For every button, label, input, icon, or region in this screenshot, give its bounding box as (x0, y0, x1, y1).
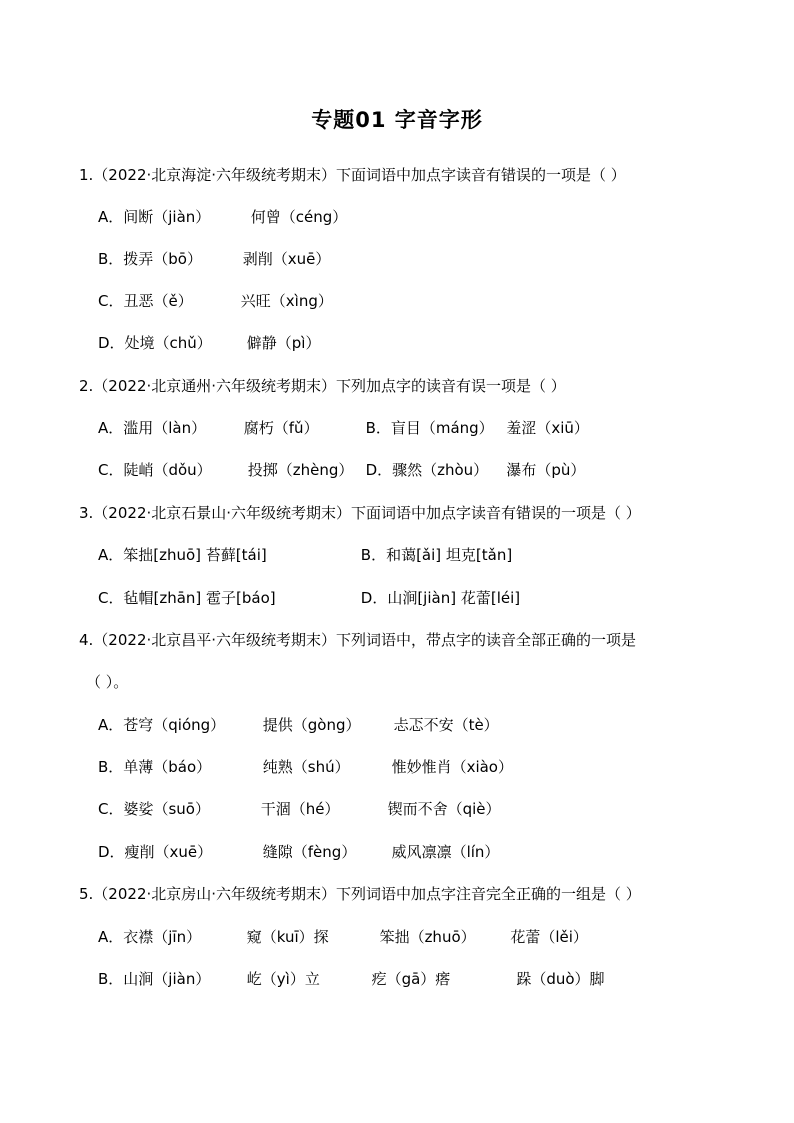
option-text: B．山涧（jiàn） (98, 970, 211, 988)
page-title: 专题01 字音字形 (311, 108, 483, 132)
option-text: 投掷（zhèng） (247, 461, 354, 479)
option-text: B．单薄（báo） (98, 758, 212, 776)
option-text: D．山涧[jiàn] 花蕾[léi] (360, 589, 521, 607)
option-row (98, 757, 513, 777)
option-text: A．衣襟（jīn） (98, 928, 202, 946)
option-row (98, 418, 589, 438)
option-row (98, 842, 499, 862)
option-text: A．苍穹（qióng） (98, 716, 226, 734)
option-text: B．盲目（máng） (365, 419, 494, 437)
question-stem: 1.（2022·北京海淀·六年级统考期末）下面词语中加点字读音有错误的一项是（ ） (79, 166, 626, 184)
question-stem: 3.（2022·北京石景山·六年级统考期末）下面词语中加点字读音有错误的一项是（ ） (79, 504, 641, 522)
option-text: B．和蔼[ǎi] 坦克[tǎn] (360, 546, 513, 564)
option-row (98, 927, 588, 947)
option-text: 威风凛凛（lín） (391, 843, 500, 861)
option-text: 笨拙（zhuō） (379, 928, 476, 946)
option-row (98, 249, 330, 269)
option-text: 何曾（céng） (250, 208, 348, 226)
option-text: A．间断（jiàn） (98, 208, 211, 226)
option-text: 僻静（pì） (246, 334, 321, 352)
option-text: C．丑恶（ě） (98, 292, 193, 310)
option-row (98, 799, 500, 819)
option-row (98, 588, 520, 608)
option-text: 锲而不舍（qiè） (387, 800, 501, 818)
option-text: 提供（gòng） (262, 716, 361, 734)
option-text: 纯熟（shú） (262, 758, 350, 776)
question-stem: 4.（2022·北京昌平·六年级统考期末）下列词语中，带点字的读音全部正确的一项是 (79, 631, 637, 649)
option-row (98, 969, 605, 989)
option-text: 花蕾（lěi） (510, 928, 588, 946)
question-stem: 5.（2022·北京房山·六年级统考期末）下列词语中加点字注音完全正确的一组是（ ） (79, 885, 641, 903)
option-text: 疙（gā）瘩 (371, 970, 451, 988)
option-row (98, 545, 512, 565)
option-text: D．瘦削（xuē） (98, 843, 213, 861)
option-row (98, 207, 347, 227)
option-text: D．骤然（zhòu） (365, 461, 489, 479)
question-stem-continued: （ ）。 (86, 673, 129, 691)
option-text: 窥（kuī）探 (246, 928, 329, 946)
option-text: 腐朽（fǔ） (243, 419, 319, 437)
option-text: C．毡帽[zhān] 雹子[báo] (98, 589, 276, 607)
question-stem: 2.（2022·北京通州·六年级统考期末）下列加点字的读音有误一项是（ ） (79, 377, 566, 395)
option-text: 屹（yì）立 (246, 970, 320, 988)
option-text: 兴旺（xìng） (240, 292, 333, 310)
option-text: 跺（duò）脚 (516, 970, 605, 988)
option-text: 剥削（xuē） (242, 250, 331, 268)
option-text: 干涸（hé） (260, 800, 340, 818)
option-text: C．婆娑（suō） (98, 800, 210, 818)
option-text: 惟妙惟肖（xiào） (391, 758, 513, 776)
option-text: A．笨拙[zhuō] 苔藓[tái] (98, 546, 267, 564)
option-text: B．拨弄（bō） (98, 250, 202, 268)
option-text: 缝隙（fèng） (262, 843, 357, 861)
option-row (98, 460, 585, 480)
option-row (98, 333, 320, 353)
option-text: 羞涩（xiū） (506, 419, 589, 437)
option-row (98, 715, 499, 735)
option-row (98, 291, 333, 311)
option-text: 忐忑不安（tè） (393, 716, 499, 734)
option-text: C．陡峭（dǒu） (98, 461, 212, 479)
option-text: D．处境（chǔ） (98, 334, 212, 352)
option-text: 瀑布（pù） (506, 461, 586, 479)
option-text: A．滥用（làn） (98, 419, 207, 437)
